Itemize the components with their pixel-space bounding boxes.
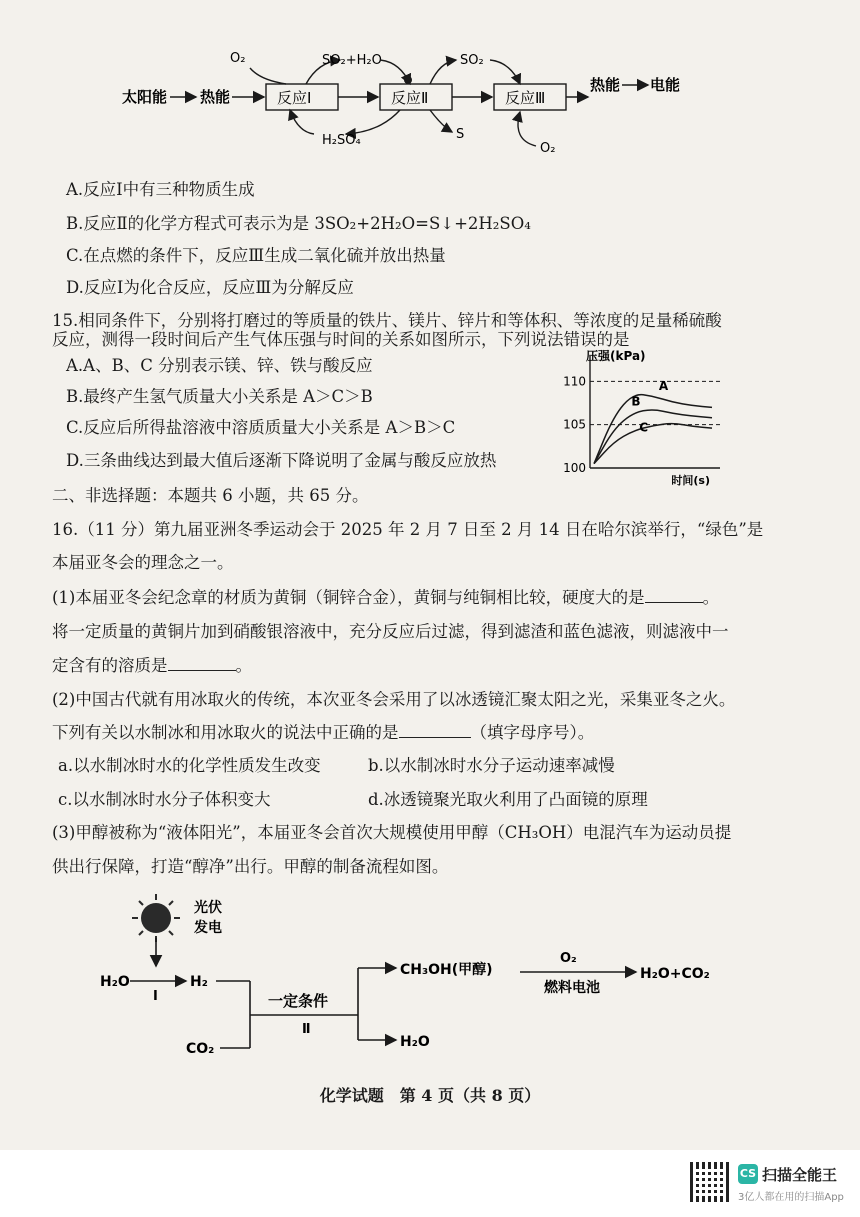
scanner-slogan: 3亿人都在用的扫描App xyxy=(738,1192,844,1203)
h2so4-label: H₂SO₄ xyxy=(322,133,361,148)
step-2-label: Ⅱ xyxy=(302,1022,311,1037)
q16-choice-a: a.以水制冰时水的化学性质发生改变 xyxy=(58,756,321,775)
series-line-a xyxy=(594,395,712,464)
co2-label: CO₂ xyxy=(186,1041,215,1057)
q14-option-a: A.反应Ⅰ中有三种物质生成 xyxy=(66,180,255,199)
q15-option-b: B.最终产生氢气质量大小关系是 A＞C＞B xyxy=(66,387,373,406)
methanol-flow-diagram xyxy=(90,888,750,1058)
electric-label: 电能 xyxy=(650,76,681,94)
pressure-time-chart xyxy=(560,346,735,486)
section-2-heading: 二、非选择题：本题共 6 小题，共 65 分。 xyxy=(52,486,369,505)
q16-part1-end-a: 。 xyxy=(702,588,720,607)
so2-h2o-label: SO₂+H₂O xyxy=(322,53,382,68)
series-line-c xyxy=(594,424,712,464)
q16-line-2: 本届亚冬会的理念之一。 xyxy=(52,553,234,572)
answer-blank-1[interactable] xyxy=(645,586,703,603)
y-tick-label: 100 xyxy=(563,461,586,475)
solar-label: 太阳能 xyxy=(122,88,168,106)
series-line-b xyxy=(594,410,712,464)
reaction-cycle-diagram xyxy=(100,40,720,160)
series-label-c: C xyxy=(639,420,649,435)
so2-out-label: SO₂ xyxy=(460,53,484,68)
step-1-label: Ⅰ xyxy=(153,989,158,1004)
series-label-a: A xyxy=(658,379,669,393)
q16-part1-line-b: 将一定质量的黄铜片加到硝酸银溶液中，充分反应后过滤，得到滤渣和蓝色滤液，则滤液中一 xyxy=(52,622,729,641)
products-label: H₂O+CO₂ xyxy=(640,966,710,982)
h2-label: H₂ xyxy=(190,974,208,990)
q16-part2-line-a: (2)中国古代就有用冰取火的传统，本次亚冬会采用了以冰透镜汇聚太阳之光，采集亚冬之火。 xyxy=(52,690,736,709)
fuel-cell-label: 燃料电池 xyxy=(544,980,600,996)
q16-choice-d: d.冰透镜聚光取火利用了凸面镜的原理 xyxy=(368,790,648,809)
scanner-logo-icon: CS xyxy=(738,1164,758,1184)
q16-part1-text-c: 定含有的溶质是 xyxy=(52,656,168,675)
q15-option-d: D.三条曲线达到最大值后逐渐下降说明了金属与酸反应放热 xyxy=(66,451,497,470)
q15-stem-1: 15.相同条件下，分别将打磨过的等质量的铁片、镁片、锌片和等体积、等浓度的足量稀硫酸 xyxy=(52,311,722,330)
scanner-brand: 扫描全能王 xyxy=(762,1166,838,1184)
y-tick-label: 110 xyxy=(563,374,586,389)
o2-bottom-label: O₂ xyxy=(540,141,556,156)
reaction-2-label: 反应Ⅱ xyxy=(391,89,429,107)
methanol-label: CH₃OH(甲醇) xyxy=(400,962,493,978)
qr-code-icon xyxy=(690,1162,730,1202)
heat-label-1: 热能 xyxy=(200,88,231,106)
h2o-output-label: H₂O xyxy=(400,1034,430,1050)
o2-label: O₂ xyxy=(560,951,577,966)
q16-part1-line-a xyxy=(52,584,719,608)
page-footer: 化学试题 第 4 页（共 8 页） xyxy=(319,1086,541,1105)
q15-option-c: C.反应后所得盐溶液中溶质质量大小关系是 A＞B＞C xyxy=(66,418,456,437)
s-label: S xyxy=(456,127,465,142)
series-label-b: B xyxy=(631,394,641,409)
q16-part3-line-a: (3)甲醇被称为“液体阳光”，本届亚冬会首次大规模使用甲醇（CH₃OH）电混汽车为运动员提 xyxy=(52,823,732,842)
q16-part3-line-b: 供出行保障，打造“醇净”出行。甲醇的制备流程如图。 xyxy=(52,857,449,876)
sun-icon xyxy=(132,894,180,942)
q15-option-a: A.A、B、C 分别表示镁、锌、铁与酸反应 xyxy=(66,356,373,375)
pv-label-1: 光伏 xyxy=(194,900,222,916)
h2o-input-label: H₂O xyxy=(100,974,130,990)
q14-option-d: D.反应Ⅰ为化合反应，反应Ⅲ为分解反应 xyxy=(66,278,354,297)
q16-choice-b: b.以水制冰时水分子运动速率减慢 xyxy=(368,756,615,775)
q15-stem-2: 反应，测得一段时间后产生气体压强与时间的关系如图所示，下列说法错误的是 xyxy=(52,330,630,349)
reaction-1-label: 反应Ⅰ xyxy=(277,89,312,107)
q16-part2-text-b: 下列有关以水制冰和用冰取火的说法中正确的是 xyxy=(52,723,399,742)
condition-label: 一定条件 xyxy=(268,992,329,1010)
q16-part1-end-c: 。 xyxy=(235,656,252,675)
q16-part2-line-b xyxy=(52,719,594,743)
answer-blank-3[interactable] xyxy=(399,721,471,738)
y-tick-label: 105 xyxy=(563,417,586,432)
x-axis-label: 时间(s) xyxy=(671,474,710,486)
q16-part1-text-a: (1)本届亚冬会纪念章的材质为黄铜（铜锌合金），黄铜与纯铜相比较，硬度大的是 xyxy=(52,588,645,607)
scanner-watermark xyxy=(690,1162,850,1206)
y-axis-label: 压强(kPa) xyxy=(586,349,646,363)
q14-option-b: B.反应Ⅱ的化学方程式可表示为是 3SO₂+2H₂O=S↓+2H₂SO₄ xyxy=(66,214,531,233)
heat-label-2: 热能 xyxy=(590,76,621,94)
reaction-3-label: 反应Ⅲ xyxy=(505,89,546,107)
pv-label-2: 发电 xyxy=(194,920,222,936)
q16-line-1: 16.（11 分）第九届亚洲冬季运动会于 2025 年 2 月 7 日至 2 月 14 日在哈尔滨举行，“绿色”是 xyxy=(52,520,764,539)
answer-blank-2[interactable] xyxy=(168,654,236,671)
q16-part2-end-b: （填字母序号）。 xyxy=(470,723,595,742)
o2-in-label: O₂ xyxy=(230,51,246,66)
q16-choice-c: c.以水制冰时水分子体积变大 xyxy=(58,790,271,809)
q14-option-c: C.在点燃的条件下，反应Ⅲ生成二氧化硫并放出热量 xyxy=(66,246,446,265)
q16-part1-line-c xyxy=(52,652,252,676)
